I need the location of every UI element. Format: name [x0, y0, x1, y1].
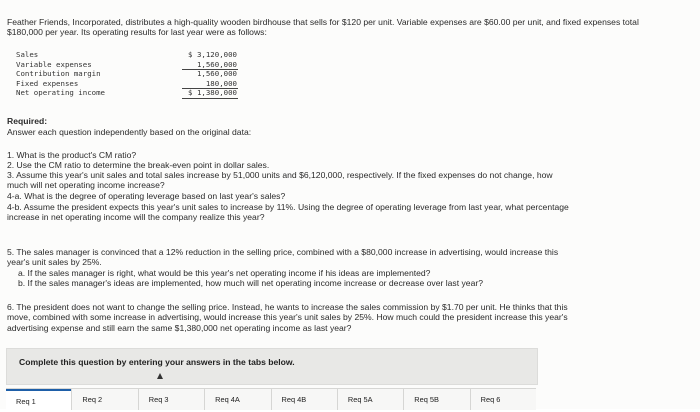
income-label: Fixed expenses: [16, 78, 79, 88]
tab-req-3[interactable]: Req 3: [138, 389, 204, 410]
instructions-banner: [6, 348, 538, 385]
required-heading: Required:: [7, 116, 48, 126]
problem-intro: Feather Friends, Incorporated, distributes a high-quality wooden birdhouse that sells for $120 per unit. Variable expenses are $60.00 per unit, and fixed expenses total $180,000 per year. Its operating results for last year were as follows:: [7, 17, 639, 38]
tab-req-6[interactable]: Req 6: [470, 389, 536, 410]
tab-req-2[interactable]: Req 2: [71, 389, 137, 410]
total-rule: [182, 98, 238, 99]
tab-req-4b[interactable]: Req 4B: [271, 389, 337, 410]
question-5: 5. The sales manager is convinced that a 12% reduction in the selling price, combined with a $80,000 increase in advertising, would increase this year's unit sales by 25%.: [7, 247, 559, 268]
mouse-cursor-icon: [157, 373, 163, 379]
income-value: $ 1,380,000: [188, 88, 237, 98]
subtotal-rule: [182, 88, 238, 89]
question-2: 2. Use the CM ratio to determine the break-even point in dollar sales.: [7, 160, 270, 170]
income-value: 1,560,000: [196, 59, 237, 69]
income-value: 180,000: [205, 78, 237, 88]
required-instructions: Answer each question independently based on the original data:: [7, 127, 252, 137]
income-label: Contribution margin: [16, 69, 101, 79]
question-1: 1. What is the product's CM ratio?: [7, 150, 137, 160]
income-row-contribution-margin: [16, 69, 237, 79]
instructions-text: Complete this question by entering your answers in the tabs below.: [19, 357, 295, 367]
income-statement: [16, 50, 237, 98]
subtotal-rule: [182, 69, 238, 70]
question-6: 6. The president does not want to change the selling price. Instead, he wants to increase the sales commission by $1.70 per unit. He thinks that this move, combined with some increase in advertising, would increase this year's unit sales by 25%. How much could the president increase this year's advertising expense and still earn the same $1,380,000 net operating income as last year?: [7, 302, 568, 333]
tab-req-4a[interactable]: Req 4A: [204, 389, 270, 410]
tab-req-5a[interactable]: Req 5A: [337, 389, 403, 410]
income-value: 1,560,000: [196, 69, 237, 79]
tab-req-1[interactable]: Req 1: [6, 389, 71, 410]
question-4a: 4-a. What is the degree of operating leverage based on last year's sales?: [7, 191, 286, 201]
income-label: Variable expenses: [16, 59, 92, 69]
income-row-variable-expenses: [16, 60, 237, 70]
requirement-tabs: [6, 388, 536, 410]
question-4b: 4-b. Assume the president expects this year's unit sales to increase by 11%. Using the degree of operating leverage from last year, what percentage increase in net operating income will the company realize this year?: [7, 202, 569, 223]
question-3: 3. Assume this year's unit sales and total sales increase by 51,000 units and $6,120,000, respectively. If the fixed expenses do not change, how much will net operating income increase?: [7, 170, 553, 191]
question-5b: b. If the sales manager's ideas are implemented, how much will net operating income increase or decrease over last year?: [18, 278, 483, 288]
income-row-sales: [16, 50, 237, 60]
income-label: Net operating income: [16, 88, 105, 98]
income-row-fixed-expenses: [16, 79, 237, 89]
income-row-net-operating-income: [16, 88, 237, 98]
tab-req-5b[interactable]: Req 5B: [403, 389, 469, 410]
question-5a: a. If the sales manager is right, what would be this year's net operating income if his ideas are implemented?: [18, 268, 431, 278]
income-label: Sales: [16, 50, 39, 59]
income-value: $ 3,120,000: [188, 50, 237, 59]
